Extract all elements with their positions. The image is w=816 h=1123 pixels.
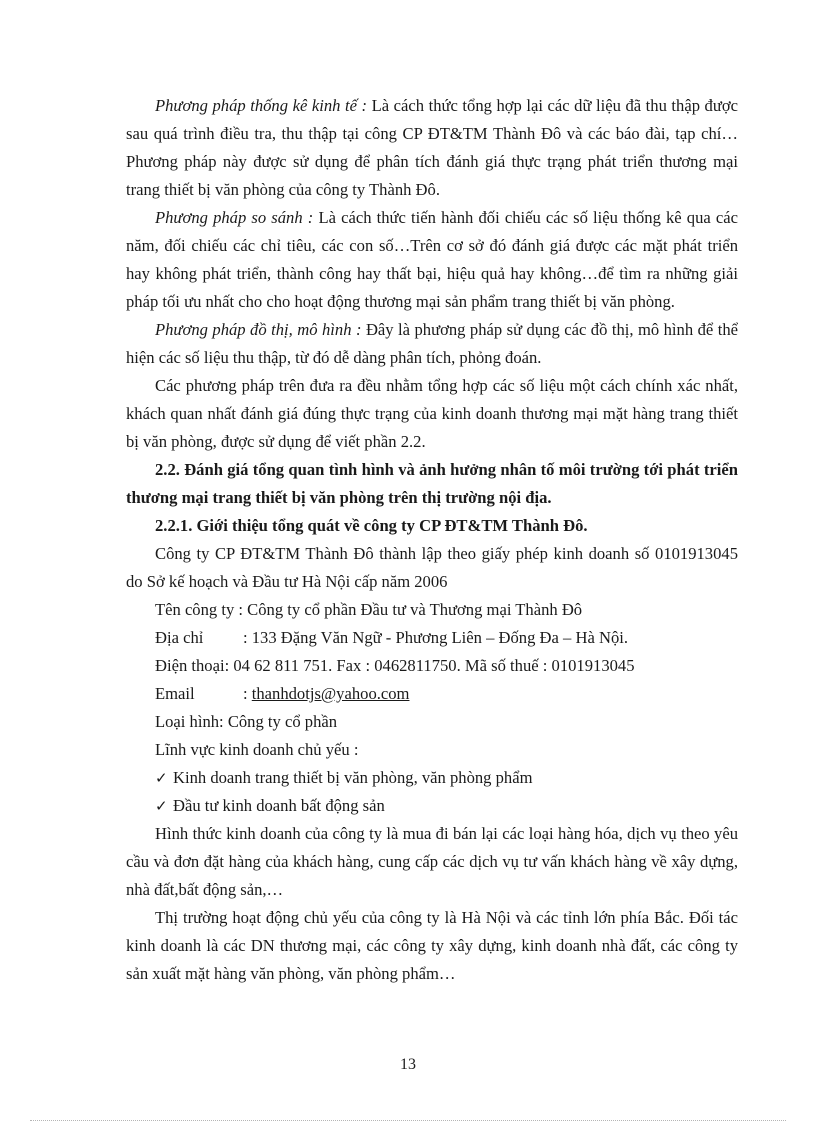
- checkmark-icon: ✓: [155, 797, 168, 815]
- bullet-text-real-estate: Đầu tư kinh doanh bất động sản: [173, 796, 385, 815]
- method-label-statistics: Phương pháp thống kê kinh tế :: [155, 96, 368, 115]
- page-content: [126, 92, 738, 988]
- paragraph-statistics-method: [126, 92, 738, 204]
- paragraph-market: Thị trường hoạt động chủ yếu của công ty là Hà Nội và các tỉnh lớn phía Bắc. Đối tác kinh doanh là các DN thương mại, các công ty xây dựng, kinh doanh nhà đất, các công ty sản xuất mặt hàng văn phòng, văn phòng phẩm…: [126, 908, 738, 983]
- section-heading-2-2: 2.2. Đánh giá tổng quan tình hình và ảnh hưởng nhân tố môi trường tới phát triển thương mại trang thiết bị văn phòng trên thị trường nội địa.: [126, 460, 738, 507]
- paragraph-methods-summary: Các phương pháp trên đưa ra đều nhằm tổng hợp các số liệu một cách chính xác nhất, khách quan nhất đánh giá đúng thực trạng của kinh doanh thương mại mặt hàng trang thiết bị văn phòng, được sử dụng để viết phần 2.2.: [126, 376, 738, 451]
- address-label: Địa chỉ: [155, 628, 204, 647]
- email-label: Email: [155, 684, 195, 703]
- company-type-line: Loại hình: Công ty cổ phần: [155, 712, 338, 731]
- section-heading-2-2-1: 2.2.1. Giới thiệu tổng quát về công ty CP ĐT&TM Thành Đô.: [155, 516, 588, 535]
- method-text-statistics: Là cách thức tổng hợp lại các dữ liệu đã thu thập được sau quá trình điều tra, thu thập tại công CP ĐT&TM Thành Đô và các báo đài, tạp chí…Phương pháp này được sử dụng để phân tích đánh giá thực trạng phát triển thương mại trang thiết bị văn phòng của công ty Thành Đô.: [126, 96, 738, 199]
- bullet-item: [126, 792, 738, 820]
- business-field-line: Lĩnh vực kinh doanh chủ yếu :: [155, 740, 359, 759]
- page-number: 13: [400, 1056, 416, 1073]
- company-name-line: Tên công ty : Công ty cổ phần Đầu tư và Thương mại Thành Đô: [155, 600, 583, 619]
- email-link[interactable]: thanhdotjs@yahoo.com: [251, 684, 410, 703]
- bullet-text-office-equipment: Kinh doanh trang thiết bị văn phòng, văn phòng phẩm: [173, 768, 533, 787]
- page-bottom-divider: [30, 1120, 786, 1121]
- bullet-item: [126, 764, 738, 792]
- company-phone-line: Điện thoại: 04 62 811 751. Fax : 0462811750. Mã số thuế : 0101913045: [155, 656, 635, 675]
- address-value: : 133 Đặng Văn Ngữ - Phương Liên – Đống Đa – Hà Nội.: [243, 628, 629, 647]
- paragraph-business-form: Hình thức kinh doanh của công ty là mua đi bán lại các loại hàng hóa, dịch vụ theo yêu cầu và đơn đặt hàng của khách hàng, cung cấp các dịch vụ tư vấn khách hàng về xây dựng, nhà đất,bất động sản,…: [126, 824, 738, 899]
- company-address-line: [126, 624, 738, 652]
- checkmark-icon: ✓: [155, 769, 168, 787]
- email-separator: :: [243, 684, 252, 703]
- paragraph-graph-method: [126, 316, 738, 372]
- method-text-graph: Đây là phương pháp sử dụng các đồ thị, mô hình để thể hiện các số liệu thu thập, từ đó dễ dàng phân tích, phỏng đoán.: [126, 320, 738, 367]
- method-label-graph: Phương pháp đồ thị, mô hình :: [155, 320, 362, 339]
- paragraph-comparison-method: [126, 204, 738, 316]
- method-label-comparison: Phương pháp so sánh :: [155, 208, 314, 227]
- company-email-line: [126, 680, 738, 708]
- paragraph-company-founding: Công ty CP ĐT&TM Thành Đô thành lập theo giấy phép kinh doanh số 0101913045 do Sở kế hoạch và Đầu tư Hà Nội cấp năm 2006: [126, 544, 738, 591]
- method-text-comparison: Là cách thức tiến hành đối chiếu các số liệu thống kê qua các năm, đối chiếu các chỉ tiêu, các con số…Trên cơ sở đó đánh giá được các mặt phát triển hay không phát triển, thành công hay thất bại, hiệu quả hay không…để tìm ra những giải pháp tối ưu nhất cho cho hoạt động thương mại sản phẩm trang thiết bị văn phòng.: [126, 208, 739, 311]
